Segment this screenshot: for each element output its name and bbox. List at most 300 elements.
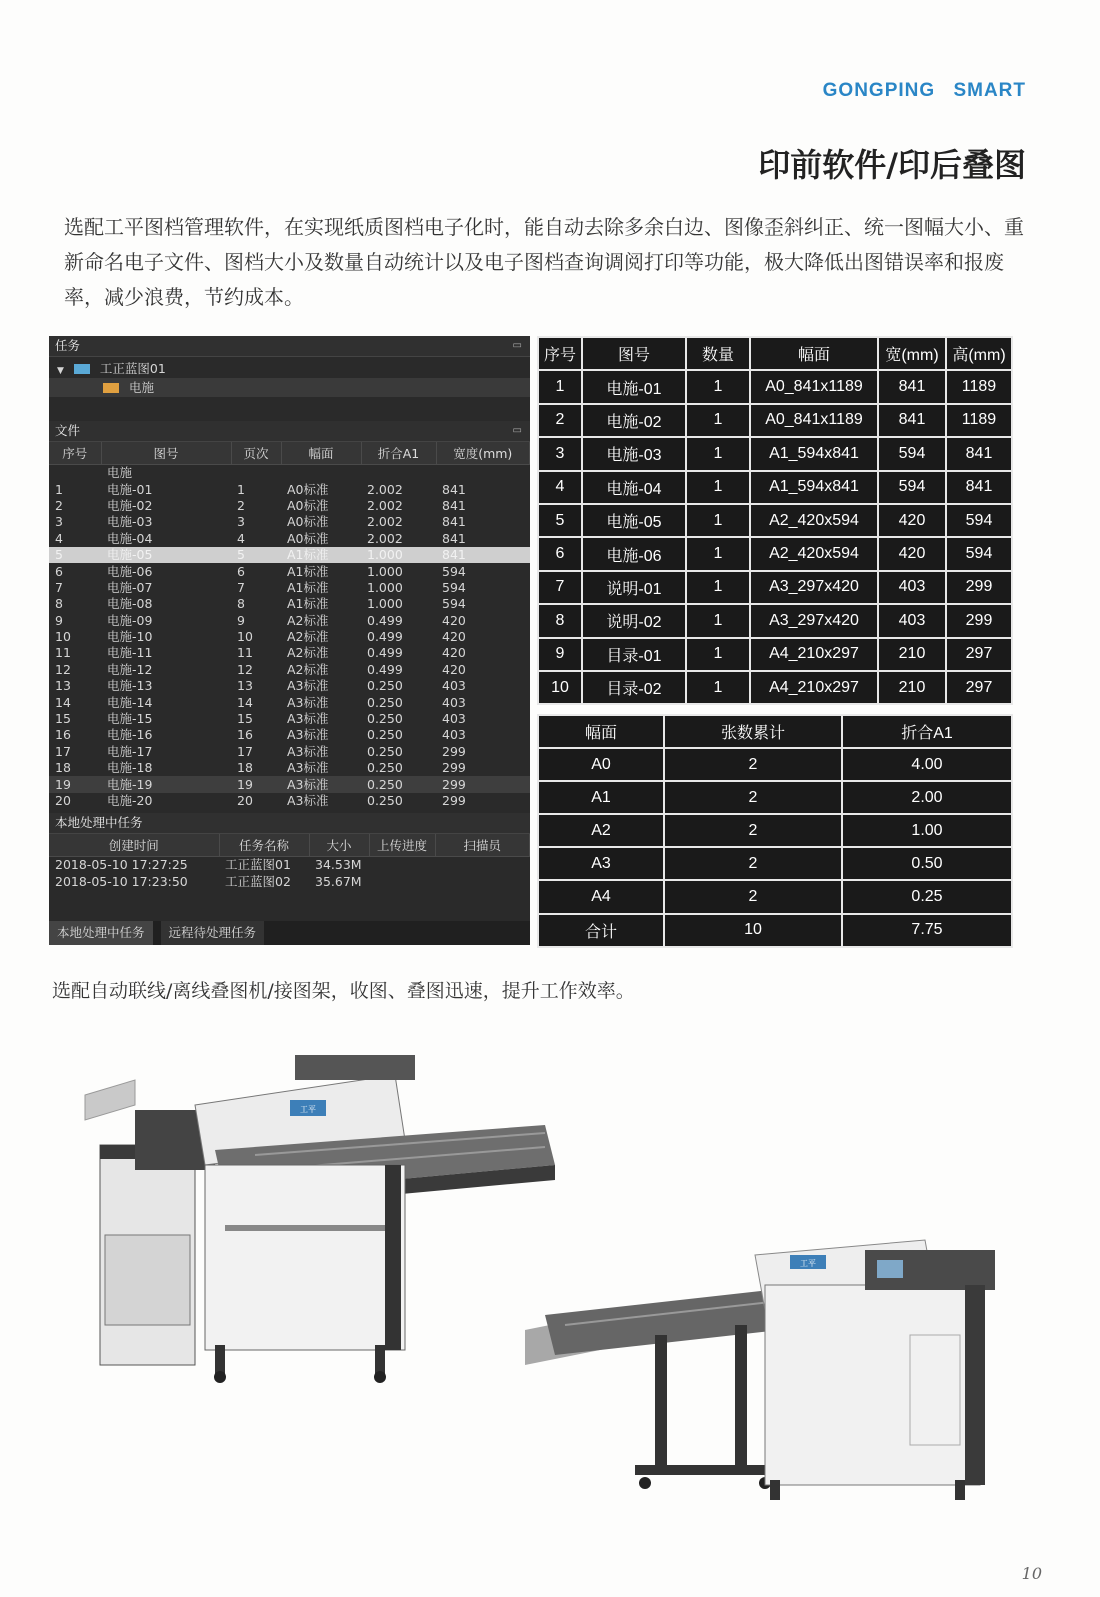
- t1-cell: 841: [946, 471, 1012, 504]
- file-cell: 电施-02: [107, 497, 153, 513]
- file-cell: A2标准: [287, 645, 329, 661]
- file-cell: 2: [237, 497, 245, 513]
- file-cell: 3: [237, 514, 245, 530]
- t1-cell: A3_297x420: [750, 571, 878, 604]
- t2-col-header: 幅面: [538, 715, 664, 748]
- t1-cell: 目录-01: [582, 638, 686, 671]
- file-cell: A0标准: [287, 497, 329, 513]
- file-cell: 13: [237, 678, 253, 694]
- file-cell: 0.250: [367, 678, 403, 694]
- table-row: [538, 370, 1012, 403]
- brand-logo-text: GONGPING SMART: [822, 80, 1026, 101]
- file-cell: 10: [237, 629, 253, 645]
- file-cell: A2标准: [287, 612, 329, 628]
- file-cell: 电施-15: [107, 711, 153, 727]
- machines-caption: 选配自动联线/离线叠图机/接图架，收图、叠图迅速，提升工作效率。: [52, 980, 635, 1002]
- file-cell: 420: [442, 629, 466, 645]
- table-row: [538, 404, 1012, 437]
- file-cell: 17: [237, 743, 253, 759]
- file-cell: 电施-12: [107, 661, 153, 677]
- t1-cell: 841: [878, 404, 946, 437]
- t1-cell: 403: [878, 571, 946, 604]
- t1-cell: 420: [878, 537, 946, 570]
- local-task-row[interactable]: [49, 874, 530, 890]
- table-row: [538, 781, 1012, 814]
- file-cell: 420: [442, 645, 466, 661]
- table-row: [538, 604, 1012, 637]
- file-cell: 0.499: [367, 645, 403, 661]
- file-cell: 1.000: [367, 563, 403, 579]
- file-cell: 11: [237, 645, 253, 661]
- file-cell: 5: [49, 547, 101, 563]
- tree-node-root[interactable]: [49, 359, 530, 378]
- file-cell: 电施-01: [107, 481, 153, 497]
- file-cell: 18: [237, 760, 253, 776]
- local-task-cell: 2018-05-10 17:23:50: [55, 873, 188, 889]
- t1-cell: A0_841x1189: [750, 404, 878, 437]
- file-cell: 841: [442, 481, 466, 497]
- t1-cell: A4_210x297: [750, 671, 878, 704]
- t2-cell: 2: [664, 814, 842, 847]
- table-row: [538, 847, 1012, 880]
- folder-icon: [74, 364, 90, 374]
- file-cell: 19: [231, 776, 281, 792]
- tree-node-child[interactable]: [49, 378, 530, 397]
- file-cell: 电施-10: [107, 629, 153, 645]
- file-cell: 2.002: [367, 497, 403, 513]
- table-row: [538, 437, 1012, 470]
- t2-cell: 2: [664, 847, 842, 880]
- t2-col-header: 张数累计: [664, 715, 842, 748]
- file-cell: A0标准: [287, 514, 329, 530]
- t1-cell: A2_420x594: [750, 537, 878, 570]
- t2-cell: A4: [538, 880, 664, 913]
- file-cell: 299: [442, 760, 466, 776]
- t1-cell: 403: [878, 604, 946, 637]
- t2-cell: 0.50: [842, 847, 1012, 880]
- file-cell: 1: [237, 481, 245, 497]
- expand-arrow-icon[interactable]: ▼: [57, 366, 64, 376]
- t2-cell: A2: [538, 814, 664, 847]
- file-cell: 电施-19: [101, 776, 231, 792]
- t1-cell: A2_420x594: [750, 504, 878, 537]
- file-cell: 0.499: [367, 629, 403, 645]
- local-task-table: [49, 834, 530, 890]
- t1-cell: 594: [878, 471, 946, 504]
- t1-col-header: 幅面: [750, 337, 878, 370]
- t1-cell: 电施-05: [582, 504, 686, 537]
- file-row[interactable]: [49, 580, 530, 596]
- tab-remote-tasks[interactable]: 远程待处理任务: [161, 921, 265, 945]
- file-cell: 15: [55, 711, 71, 727]
- file-row[interactable]: [49, 793, 530, 809]
- tab-local-tasks[interactable]: 本地处理中任务: [49, 921, 153, 945]
- t1-cell: A1_594x841: [750, 437, 878, 470]
- file-cell: 403: [442, 711, 466, 727]
- file-row[interactable]: [49, 662, 530, 678]
- t2-cell: 7.75: [842, 914, 1012, 947]
- t1-cell: 电施-06: [582, 537, 686, 570]
- t1-cell: A0_841x1189: [750, 370, 878, 403]
- file-cell: 电施-09: [107, 612, 153, 628]
- file-cell: 1.000: [361, 547, 436, 563]
- file-cell: 17: [55, 743, 71, 759]
- file-cell: 0.250: [367, 760, 403, 776]
- file-cell: 0.250: [367, 743, 403, 759]
- t1-cell: A4_210x297: [750, 638, 878, 671]
- t1-cell: 1: [686, 504, 750, 537]
- t1-col-header: 图号: [582, 337, 686, 370]
- t2-col-header: 折合A1: [842, 715, 1012, 748]
- file-row[interactable]: [49, 678, 530, 694]
- page-number: 10: [1021, 1564, 1042, 1583]
- files-panel-header: [49, 421, 530, 442]
- file-cell: 电施-20: [107, 793, 153, 808]
- file-cell: 299: [442, 743, 466, 759]
- file-cell: 1.000: [367, 596, 403, 612]
- file-cell: 4: [237, 530, 245, 546]
- file-cell: 电施-13: [107, 678, 153, 694]
- file-row[interactable]: [49, 596, 530, 612]
- t1-col-header: 宽(mm): [878, 337, 946, 370]
- t1-cell: 3: [538, 437, 582, 470]
- file-cell: 0.499: [367, 612, 403, 628]
- folder-icon: [103, 383, 119, 393]
- file-col-header[interactable]: 页次: [231, 442, 281, 465]
- file-cell: 电施-08: [107, 596, 153, 612]
- file-cell: 14: [237, 694, 253, 710]
- file-cell: 594: [442, 563, 466, 579]
- file-cell: A3标准: [287, 727, 329, 743]
- t1-cell: 2: [538, 404, 582, 437]
- file-cell: 5: [231, 547, 281, 563]
- local-task-cell: 2018-05-10 17:27:25: [55, 857, 188, 873]
- t2-cell: 2.00: [842, 781, 1012, 814]
- file-cell: 0.250: [367, 727, 403, 743]
- t1-cell: 1189: [946, 404, 1012, 437]
- inline-folding-machine-image: [525, 1225, 1025, 1515]
- t1-cell: 说明-01: [582, 571, 686, 604]
- t2-cell: 2: [664, 781, 842, 814]
- file-cell: 3: [55, 514, 63, 530]
- local-col-header[interactable]: 扫描员: [435, 834, 530, 857]
- file-cell: 电施-04: [107, 530, 153, 546]
- file-row[interactable]: [49, 613, 530, 629]
- file-cell: 20: [55, 793, 71, 808]
- file-cell: A3标准: [281, 776, 361, 792]
- file-cell: 0.250: [367, 694, 403, 710]
- t1-cell: 说明-02: [582, 604, 686, 637]
- file-cell: A1标准: [287, 596, 329, 612]
- t1-cell: 297: [946, 671, 1012, 704]
- t2-cell: 2: [664, 748, 842, 781]
- group-label: 电施: [107, 465, 133, 481]
- file-cell: 电施-16: [107, 727, 153, 743]
- file-cell: 2: [55, 497, 63, 513]
- file-cell: A2标准: [287, 629, 329, 645]
- file-cell: 2.002: [367, 481, 403, 497]
- file-col-header[interactable]: 序号: [49, 442, 101, 465]
- file-col-header[interactable]: 宽度(mm): [436, 442, 530, 465]
- file-cell: 403: [442, 678, 466, 694]
- t1-cell: 目录-02: [582, 671, 686, 704]
- table-row: [538, 638, 1012, 671]
- file-row[interactable]: [49, 744, 530, 760]
- t1-cell: 210: [878, 638, 946, 671]
- file-cell: 电施-03: [107, 514, 153, 530]
- page-title: 印前软件/印后叠图: [758, 146, 1026, 184]
- file-row[interactable]: [49, 694, 530, 710]
- t2-cell: 10: [664, 914, 842, 947]
- file-row[interactable]: [49, 547, 530, 563]
- file-cell: A0标准: [287, 530, 329, 546]
- t1-cell: 电施-04: [582, 471, 686, 504]
- file-cell: 6: [55, 563, 63, 579]
- table-row: [538, 537, 1012, 570]
- file-col-header[interactable]: 图号: [101, 442, 231, 465]
- file-cell: 7: [237, 579, 245, 595]
- file-cell: 0.499: [367, 661, 403, 677]
- local-tasks-header: [49, 813, 530, 834]
- table-row: [538, 914, 1012, 947]
- t1-cell: 9: [538, 638, 582, 671]
- tree-root-label: 工正蓝图01: [99, 361, 166, 376]
- file-cell: 594: [442, 596, 466, 612]
- t1-cell: 7: [538, 571, 582, 604]
- t1-cell: 5: [538, 504, 582, 537]
- t2-cell: A3: [538, 847, 664, 880]
- file-cell: 13: [55, 678, 71, 694]
- file-cell: 1.000: [367, 579, 403, 595]
- local-task-cell: 34.53M: [315, 857, 362, 873]
- t1-cell: 420: [878, 504, 946, 537]
- table-row: [538, 880, 1012, 913]
- tree-child-label: 电施: [128, 380, 154, 395]
- file-cell: 20: [237, 793, 253, 808]
- file-row[interactable]: [49, 645, 530, 661]
- file-cell: 841: [436, 547, 530, 563]
- table-row: [538, 748, 1012, 781]
- file-row[interactable]: [49, 563, 530, 579]
- file-cell: 7: [55, 579, 63, 595]
- brand-badge-text: 工平: [300, 1105, 316, 1114]
- file-cell: 4: [55, 530, 63, 546]
- task-tree: [49, 357, 530, 421]
- t2-cell: 2: [664, 880, 842, 913]
- file-row[interactable]: [49, 760, 530, 776]
- t1-cell: 电施-03: [582, 437, 686, 470]
- t1-cell: 1: [686, 638, 750, 671]
- file-col-header[interactable]: 幅面: [281, 442, 361, 465]
- touch-screen-icon: [877, 1260, 903, 1278]
- t2-cell: A1: [538, 781, 664, 814]
- table-row: [538, 471, 1012, 504]
- t2-cell: 1.00: [842, 814, 1012, 847]
- file-cell: A3标准: [287, 760, 329, 776]
- file-row[interactable]: [49, 531, 530, 547]
- file-cell: 10: [55, 629, 71, 645]
- file-cell: 14: [55, 694, 71, 710]
- local-task-cell: 工正蓝图01: [225, 857, 291, 873]
- local-task-cell: [369, 874, 435, 890]
- t1-cell: 1: [686, 537, 750, 570]
- t1-cell: 1: [686, 471, 750, 504]
- file-cell: A3标准: [287, 694, 329, 710]
- file-cell: A3标准: [287, 678, 329, 694]
- t1-cell: 4: [538, 471, 582, 504]
- local-task-cell: [435, 857, 530, 874]
- intro-paragraph: 选配工平图档管理软件，在实现纸质图档电子化时，能自动去除多余白边、图像歪斜纠正、统一图幅大小、重新命名电子文件、图档大小及数量自动统计以及电子图档查询调阅打印等功能，极大降低出图错误率和报废率，减少浪费，节约成本。: [64, 215, 1024, 309]
- file-cell: 0.250: [367, 793, 403, 808]
- local-task-cell: [369, 857, 435, 874]
- file-cell: 16: [237, 727, 253, 743]
- local-task-cell: 工正蓝图02: [225, 873, 291, 889]
- t1-cell: 299: [946, 571, 1012, 604]
- t1-cell: 电施-01: [582, 370, 686, 403]
- file-cell: A3标准: [287, 793, 329, 808]
- pin-icon[interactable]: ▭: [512, 340, 522, 351]
- t2-cell: 0.25: [842, 880, 1012, 913]
- file-col-header[interactable]: 折合A1: [361, 442, 436, 465]
- file-row[interactable]: [49, 776, 530, 792]
- t1-cell: 297: [946, 638, 1012, 671]
- software-screenshot: [49, 336, 530, 945]
- file-table: [49, 442, 530, 809]
- file-cell: 12: [55, 661, 71, 677]
- file-cell: 电施-11: [107, 645, 153, 661]
- file-cell: 8: [237, 596, 245, 612]
- table-row: [538, 671, 1012, 704]
- local-col-header[interactable]: 任务名称: [219, 834, 309, 857]
- file-row[interactable]: [49, 727, 530, 743]
- file-cell: 8: [55, 596, 63, 612]
- file-cell: 1: [55, 481, 63, 497]
- file-cell: 0.250: [361, 776, 436, 792]
- t1-cell: A1_594x841: [750, 471, 878, 504]
- file-cell: 电施-14: [107, 694, 153, 710]
- file-cell: 594: [442, 579, 466, 595]
- pin-icon[interactable]: ▭: [512, 425, 522, 436]
- file-cell: A1标准: [287, 563, 329, 579]
- brand-badge-text: 工平: [800, 1259, 816, 1268]
- t1-cell: 1: [686, 571, 750, 604]
- t1-cell: 电施-02: [582, 404, 686, 437]
- file-cell: A3标准: [287, 711, 329, 727]
- file-cell: A1标准: [281, 547, 361, 563]
- file-cell: 电施-06: [107, 563, 153, 579]
- file-cell: 0.250: [367, 711, 403, 727]
- file-cell: 18: [55, 760, 71, 776]
- t1-cell: 594: [946, 537, 1012, 570]
- t1-cell: 594: [946, 504, 1012, 537]
- local-task-row[interactable]: [49, 857, 530, 874]
- file-cell: 403: [442, 727, 466, 743]
- file-cell: 11: [55, 645, 71, 661]
- t2-cell: A0: [538, 748, 664, 781]
- table-row: [538, 504, 1012, 537]
- file-cell: 299: [436, 776, 530, 792]
- task-panel-header: [49, 336, 530, 357]
- file-cell: 2.002: [367, 530, 403, 546]
- drawing-list-table: [537, 336, 1013, 705]
- file-row[interactable]: [49, 711, 530, 727]
- t1-cell: 1189: [946, 370, 1012, 403]
- local-col-header[interactable]: 大小: [309, 834, 369, 857]
- file-cell: 420: [442, 661, 466, 677]
- t2-cell: 4.00: [842, 748, 1012, 781]
- file-cell: 420: [442, 612, 466, 628]
- file-cell: 6: [237, 563, 245, 579]
- t1-cell: 8: [538, 604, 582, 637]
- t1-col-header: 高(mm): [946, 337, 1012, 370]
- t1-cell: 1: [686, 404, 750, 437]
- file-row[interactable]: [49, 514, 530, 530]
- t1-cell: A3_297x420: [750, 604, 878, 637]
- file-cell: 电施-05: [101, 547, 231, 563]
- local-tasks-title: 本地处理中任务: [55, 815, 143, 831]
- file-row[interactable]: [49, 481, 530, 497]
- file-cell: 电施-07: [107, 579, 153, 595]
- file-cell: 12: [237, 661, 253, 677]
- file-cell: 841: [442, 530, 466, 546]
- t1-cell: 1: [686, 671, 750, 704]
- table-row: [538, 814, 1012, 847]
- bottom-tab-bar: [49, 921, 530, 945]
- offline-folding-machine-image: [75, 1045, 575, 1385]
- t1-cell: 841: [878, 370, 946, 403]
- t1-cell: 6: [538, 537, 582, 570]
- files-panel-title: 文件: [55, 423, 81, 438]
- file-row[interactable]: [49, 629, 530, 645]
- file-cell: 9: [237, 612, 245, 628]
- file-cell: A1标准: [287, 579, 329, 595]
- local-task-cell: [435, 874, 530, 890]
- t1-cell: 841: [946, 437, 1012, 470]
- t1-cell: 1: [686, 604, 750, 637]
- format-summary-table: [537, 714, 1013, 948]
- t1-cell: 1: [686, 437, 750, 470]
- file-cell: 19: [49, 776, 101, 792]
- file-row[interactable]: [49, 498, 530, 514]
- t1-cell: 1: [686, 370, 750, 403]
- file-cell: 403: [442, 694, 466, 710]
- file-cell: A2标准: [287, 661, 329, 677]
- local-col-header[interactable]: 上传进度: [369, 834, 435, 857]
- file-cell: 9: [55, 612, 63, 628]
- local-col-header[interactable]: 创建时间: [49, 834, 219, 857]
- t1-cell: 10: [538, 671, 582, 704]
- table-row: [538, 571, 1012, 604]
- t1-cell: 1: [538, 370, 582, 403]
- file-cell: 15: [237, 711, 253, 727]
- file-cell: 2.002: [367, 514, 403, 530]
- t1-cell: 594: [878, 437, 946, 470]
- t1-cell: 210: [878, 671, 946, 704]
- file-cell: A3标准: [287, 743, 329, 759]
- task-panel-title: 任务: [55, 338, 81, 353]
- file-cell: 16: [55, 727, 71, 743]
- file-cell: 299: [442, 793, 466, 808]
- file-cell: 电施-17: [107, 743, 153, 759]
- t1-col-header: 序号: [538, 337, 582, 370]
- t2-cell: 合计: [538, 914, 664, 947]
- file-cell: 841: [442, 514, 466, 530]
- t1-cell: 299: [946, 604, 1012, 637]
- local-task-cell: 35.67M: [315, 873, 362, 889]
- file-cell: 电施-18: [107, 760, 153, 776]
- t1-col-header: 数量: [686, 337, 750, 370]
- file-cell: A0标准: [287, 481, 329, 497]
